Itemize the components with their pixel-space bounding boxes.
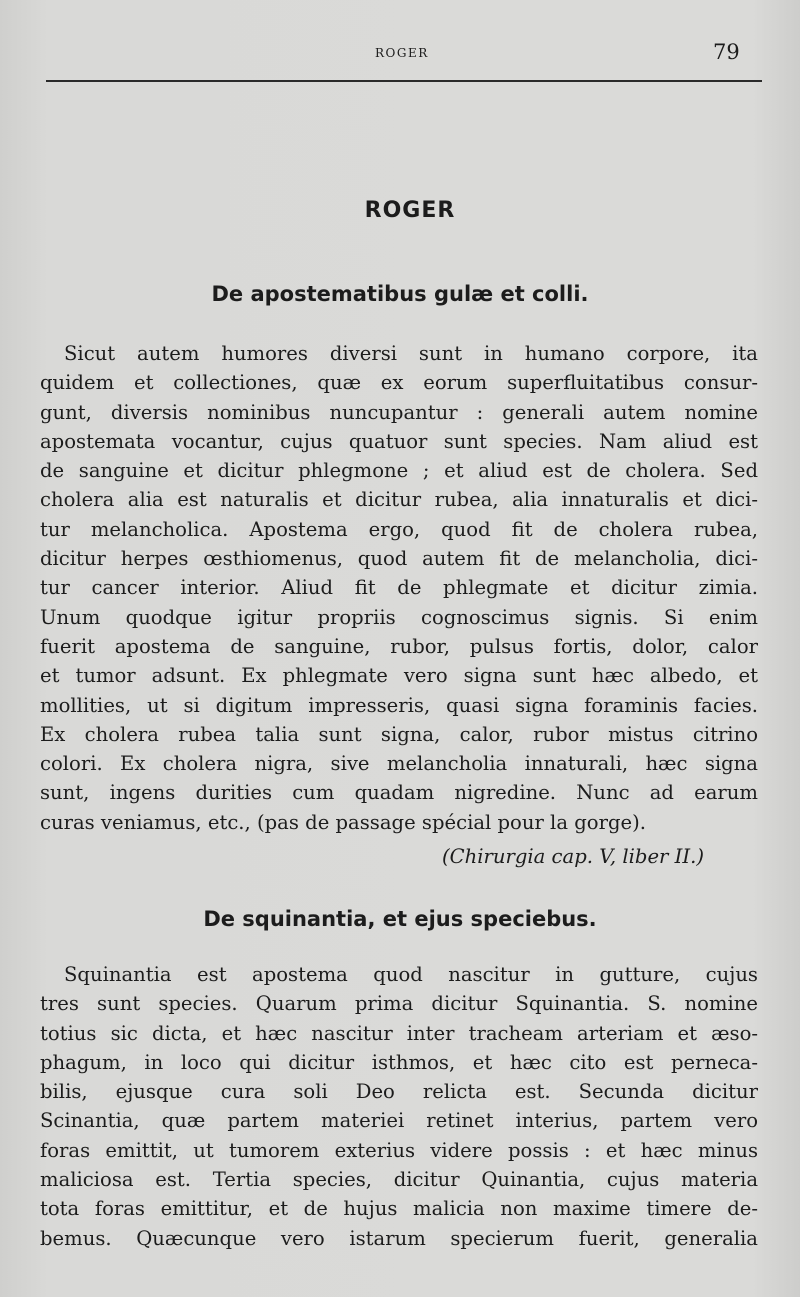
section-1-body <box>40 339 758 837</box>
text-line: tur cancer interior. Aliud fit de phlegmate et dicitur zimia. <box>40 576 758 600</box>
text-line: tota foras emittitur, et de hujus malicia non maxime timere de- <box>40 1197 758 1221</box>
text-line: maliciosa est. Tertia species, dicitur Quinantia, cujus materia <box>40 1168 758 1192</box>
text-line: et tumor adsunt. Ex phlegmate vero signa sunt hæc albedo, et <box>40 664 758 688</box>
chapter-title: ROGER <box>364 198 456 223</box>
text-line: fuerit apostema de sanguine, rubor, pulsus fortis, dolor, calor <box>40 634 758 658</box>
text-line: bemus. Quæcunque vero istarum specierum fuerit, generalia <box>40 1226 758 1250</box>
text-line: phagum, in loco qui dicitur isthmos, et hæc cito est perneca- <box>40 1050 758 1074</box>
page-number: 79 <box>713 40 740 64</box>
text-line: Sicut autem humores diversi sunt in humano corpore, ita <box>64 342 758 365</box>
section-title-1: De apostematibus gulæ et colli. <box>211 282 589 306</box>
running-header-title: ROGER <box>375 46 429 60</box>
text-line: sunt, ingens durities cum quadam nigredine. Nunc ad earum <box>40 781 758 805</box>
text-line: tres sunt species. Quarum prima dicitur Squinantia. S. nomine <box>40 992 758 1016</box>
section-title-2: De squinantia, et ejus speciebus. <box>203 907 597 931</box>
text-line: cholera alia est naturalis et dicitur rubea, alia innaturalis et dici- <box>40 488 758 512</box>
text-line: dicitur herpes œsthiomenus, quod autem fit de melancholia, dici- <box>40 547 758 571</box>
text-line: tur melancholica. Apostema ergo, quod fit de cholera rubea, <box>40 517 758 541</box>
text-line: apostemata vocantur, cujus quatuor sunt species. Nam aliud est <box>40 429 758 453</box>
text-line: Ex cholera rubea talia sunt signa, calor, rubor mistus citrino <box>40 722 758 746</box>
text-line: foras emittit, ut tumorem exterius videre possis : et hæc minus <box>40 1138 758 1162</box>
text-line: Squinantia est apostema quod nascitur in gutture, cujus <box>64 963 758 986</box>
text-line: curas veniamus, etc., (pas de passage spécial pour la gorge). <box>40 810 646 834</box>
text-line: gunt, diversis nominibus nuncupantur : generali autem nomine <box>40 400 758 424</box>
text-line: Scinantia, quæ partem materiei retinet interius, partem vero <box>40 1109 758 1133</box>
section-2-body <box>40 960 758 1253</box>
text-line: Unum quodque igitur propriis cognoscimus signis. Si enim <box>40 605 758 629</box>
text-line: quidem et collectiones, quæ ex eorum superfluitatibus consur- <box>40 371 758 395</box>
header-rule <box>46 80 762 82</box>
text-line: de sanguine et dicitur phlegmone ; et aliud est de cholera. Sed <box>40 459 758 483</box>
citation: (Chirurgia cap. V, liber II.) <box>441 845 704 868</box>
text-line: colori. Ex cholera nigra, sive melancholia innaturali, hæc signa <box>40 752 758 776</box>
text-line: bilis, ejusque cura soli Deo relicta est. Secunda dicitur <box>40 1080 758 1104</box>
text-line: totius sic dicta, et hæc nascitur inter tracheam arteriam et æso- <box>40 1021 758 1045</box>
text-line: mollities, ut si digitum impresseris, quasi signa foraminis facies. <box>40 693 758 717</box>
running-header <box>0 42 800 66</box>
